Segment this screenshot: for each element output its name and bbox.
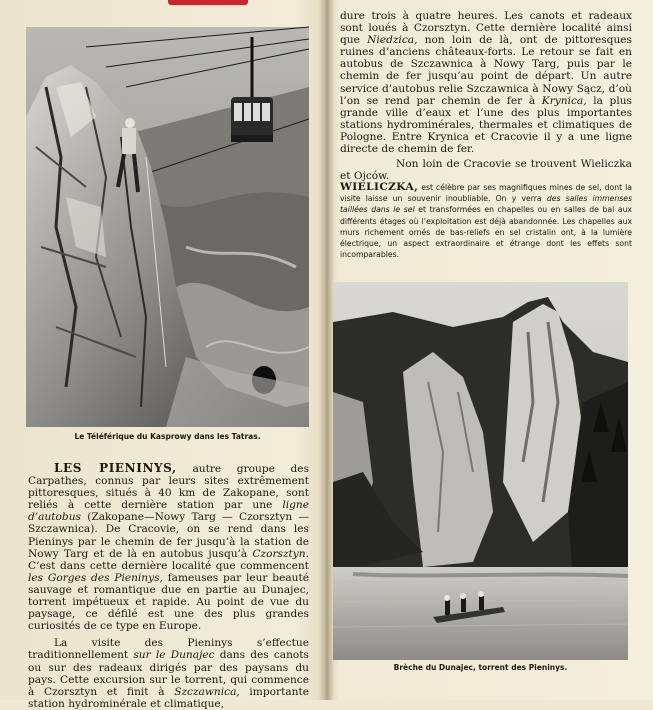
pieninys-heading: LES PIENINYS, bbox=[54, 461, 177, 475]
pieninys-paragraph: LES PIENINYS, autre groupe des Carpathes, connus par leurs sites extrêmement pittoresques, situés à 40 km de Zakopane, sont reliés à cette dernière station par une ligne d’autobus (Zakopane—Nowy Targ — Czorsztyn — Szczawnica). De Cracovie, on se rend dans les Pieninys par le chemin de fer jusqu’à la station de Nowy Targ et de là en autobus jusqu’à Czorsztyn. C’est dans cette dernière localité que commencent les Gorges des Pieninys, fameuses par leur beauté sauvage et romantique due en partie au Dunajec, torrent impétueux et rapide. Au point de vue du paysage, ce défilé est une des plus grandes curiosités de ce type en Europe. bbox=[28, 461, 310, 633]
wieliczka-paragraph: WIELICZKA, est célèbre par ses magnifiques mines de sel, dont la visite laisse un souvenir inoubliable. On y verra des salles immenses taillées dans le sel et transformées en chapelles ou en salles de bal aux différents étages où l’exploitation est déjà abandonnée. Les chapelles aux murs richement ornés de bas-reliefs en sel cristalin ont, à la lumière électrique, un aspect extraordinaire et étrange dont les effets sont incomparables. bbox=[340, 181, 632, 260]
tatras-photo-caption: Le Téléférique du Kasprowy dans les Tatras. bbox=[74, 432, 261, 441]
wieliczka-heading: WIELICZKA, bbox=[340, 181, 419, 193]
right-text-column bbox=[340, 10, 632, 182]
tatras-cable-car-photo bbox=[26, 27, 309, 427]
pieninys-text-column bbox=[28, 462, 309, 710]
excursion-paragraph: dure trois à quatre heures. Les canots et radeaux sont loués à Czorsztyn. Cette dernière localité ainsi que Niedzica, non loin de là, ont de pittoresques ruines d’anciens châteaux-forts. Le retour se fait en autobus de Szczawnica à Nowy Targ, puis par le chemin de fer jusqu’au point de départ. Un autre service d’autobus relie Szczawnica à Nowy Sącz, d’où l’on se rend par chemin de fer à Krynica, la plus grande ville d’eaux et l’une des plus importantes stations hydrominérales, thermales et climatiques de Pologne. Entre Krynica et Cracovie il y a une ligne directe de chemin de fer. bbox=[340, 10, 632, 156]
dunajec-photo-caption: Brèche du Dunajec, torrent des Pieninys. bbox=[393, 663, 568, 672]
dunajec-gorge-photo bbox=[333, 282, 628, 660]
wieliczka-ojcow-paragraph: Non loin de Cracovie se trouvent Wieliczka et Ojców. bbox=[340, 158, 632, 183]
red-printed-mark bbox=[168, 0, 248, 5]
page-fold bbox=[318, 0, 334, 700]
dunajec-paragraph: La visite des Pieninys s’effectue traditionnellement sur le Dunajec dans des canots ou sur des radeaux dirigés par des paysans du pays. Cette excursion sur le torrent, qui commence à Czorsztyn et finit à Szczawnica, importante station hydrominérale et climatique, bbox=[28, 637, 309, 710]
